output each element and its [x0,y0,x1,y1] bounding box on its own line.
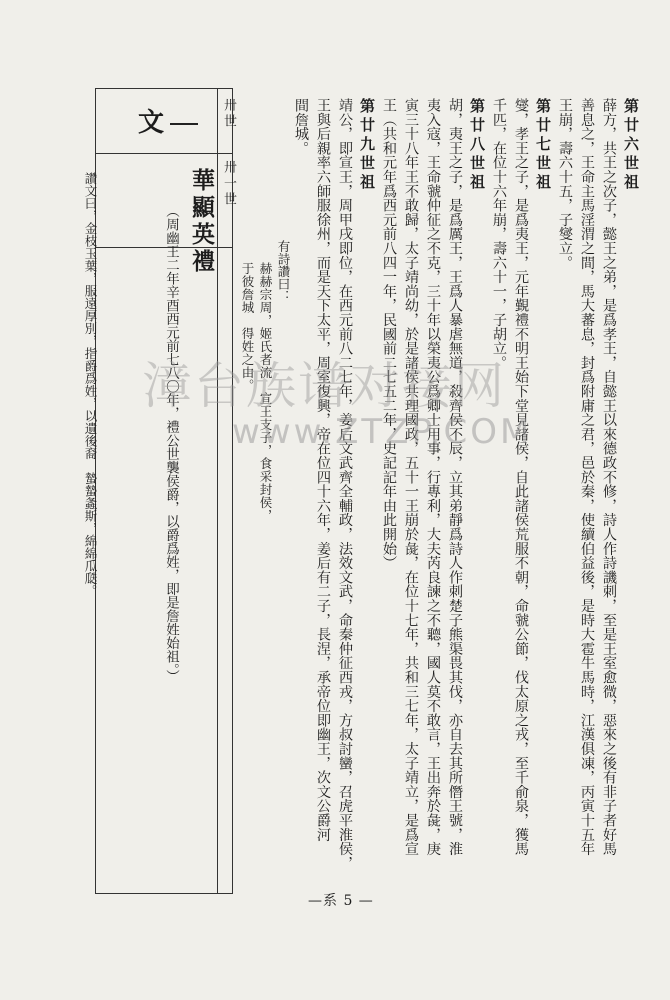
generation-26-line-2: 善息之，王命主馬淫渭之間，馬大蕃息，封爲附庸之君，邑於秦，使續伯益後，是時大雹牛馬時，江漢俱凍，丙寅十五年 [579,98,595,856]
poem-line-2: 于彼詹城 得姓之由。 [240,262,255,392]
ancestor-note: （周幽王二年辛酉西元前七八〇年，禮公世襲侯爵，以爵爲姓，即是詹姓始祖。） [163,204,179,684]
generation-28-label: 第廿八世祖 [468,98,486,193]
generation-28-line-3: 寅三十八年王不敢歸，太子靖尚幼，於是諸侯共理國政，五十一王崩於彘，在位十七年，共和三七年，太子靖立，是爲宣 [403,98,419,856]
poem-line-1: 赫赫宗周，姬氏者流 宣王支子，食采封侯， [258,262,273,522]
ancestor-name: 華顯英禮 [188,168,215,276]
generation-26-line-3: 王崩，壽六十五，子燮立。 [557,98,573,270]
page-number: —系 5 — [308,893,374,909]
generation-27-line-2: 千匹，在位十六年崩，壽六十一，子胡立。 [491,98,507,370]
panel-rule [96,153,232,154]
generation-31-label: 卅一世 [221,160,236,208]
generation-29-label: 第廿九世祖 [358,98,376,193]
generation-29-line-3: 間詹城。 [293,98,309,156]
generation-30-label: 卅世 [221,98,236,130]
generation-26-label: 第廿六世祖 [622,98,640,193]
panel-heading-dash [170,123,198,125]
generation-29-line-1: 靖公，即宣王，周甲戌即位，在西元前八二七年，姜后文武齊全輔政，法效文武，命秦仲征西戎，方叔討蠻，召虎平淮侯， [337,98,353,871]
panel-heading [138,102,198,139]
generation-28-line-1: 胡，夷王之子，是爲厲王，王爲人暴虐無道，殺齊侯不辰，立其弟靜爲詩人作刺楚子熊渠畏其伐，亦自去其所僭王號，淮 [447,98,463,856]
generation-28-line-4: 王（共和元年爲西元前八四一年，民國前二七五二年，史記記年由此開始） [381,98,397,570]
poem-title: 有詩讚曰： [276,240,291,303]
panel-heading-text: 文 [138,108,167,138]
generation-28-line-2: 夷入寇，王命虢仲征之不克，三十年以榮夷公爲卿士用事，行專利，大夫芮良諫之不聽，國人莫不敢言，王出奔於彘，庚 [425,98,441,856]
generation-26-line-1: 薛方，共王之次子，懿王之弟，是爲孝王，自懿王以來德政不修，詩人作詩譏刺，至是王室愈微，惡來之後有非子者好馬 [601,98,617,856]
watermark-english: www.ZTZP.COM [232,412,533,452]
generation-27-line-1: 燮，孝王之子，是爲夷王，元年覲禮不明王始下堂見諸侯，自此諸侯荒服不朝，命虢公節，伐太原之戎，至千俞泉，獲馬 [513,98,529,856]
generation-29-line-2: 王與后親率六師服徐州，而是天下太平，周室復興，帝在位四十六年，姜后有二子，長涅，承帝位即幽王，次文公爵河 [315,98,331,842]
watermark-chinese: 漳台族谱对接网 [142,357,506,415]
praise-text: 讚文曰，金枝玉葉，服遠厚別，指爵爲姓，以遺後裔 蟄蟄螽斯，綿綿瓜瓞。 [83,172,98,597]
generation-27-label: 第廿七世祖 [534,98,552,193]
